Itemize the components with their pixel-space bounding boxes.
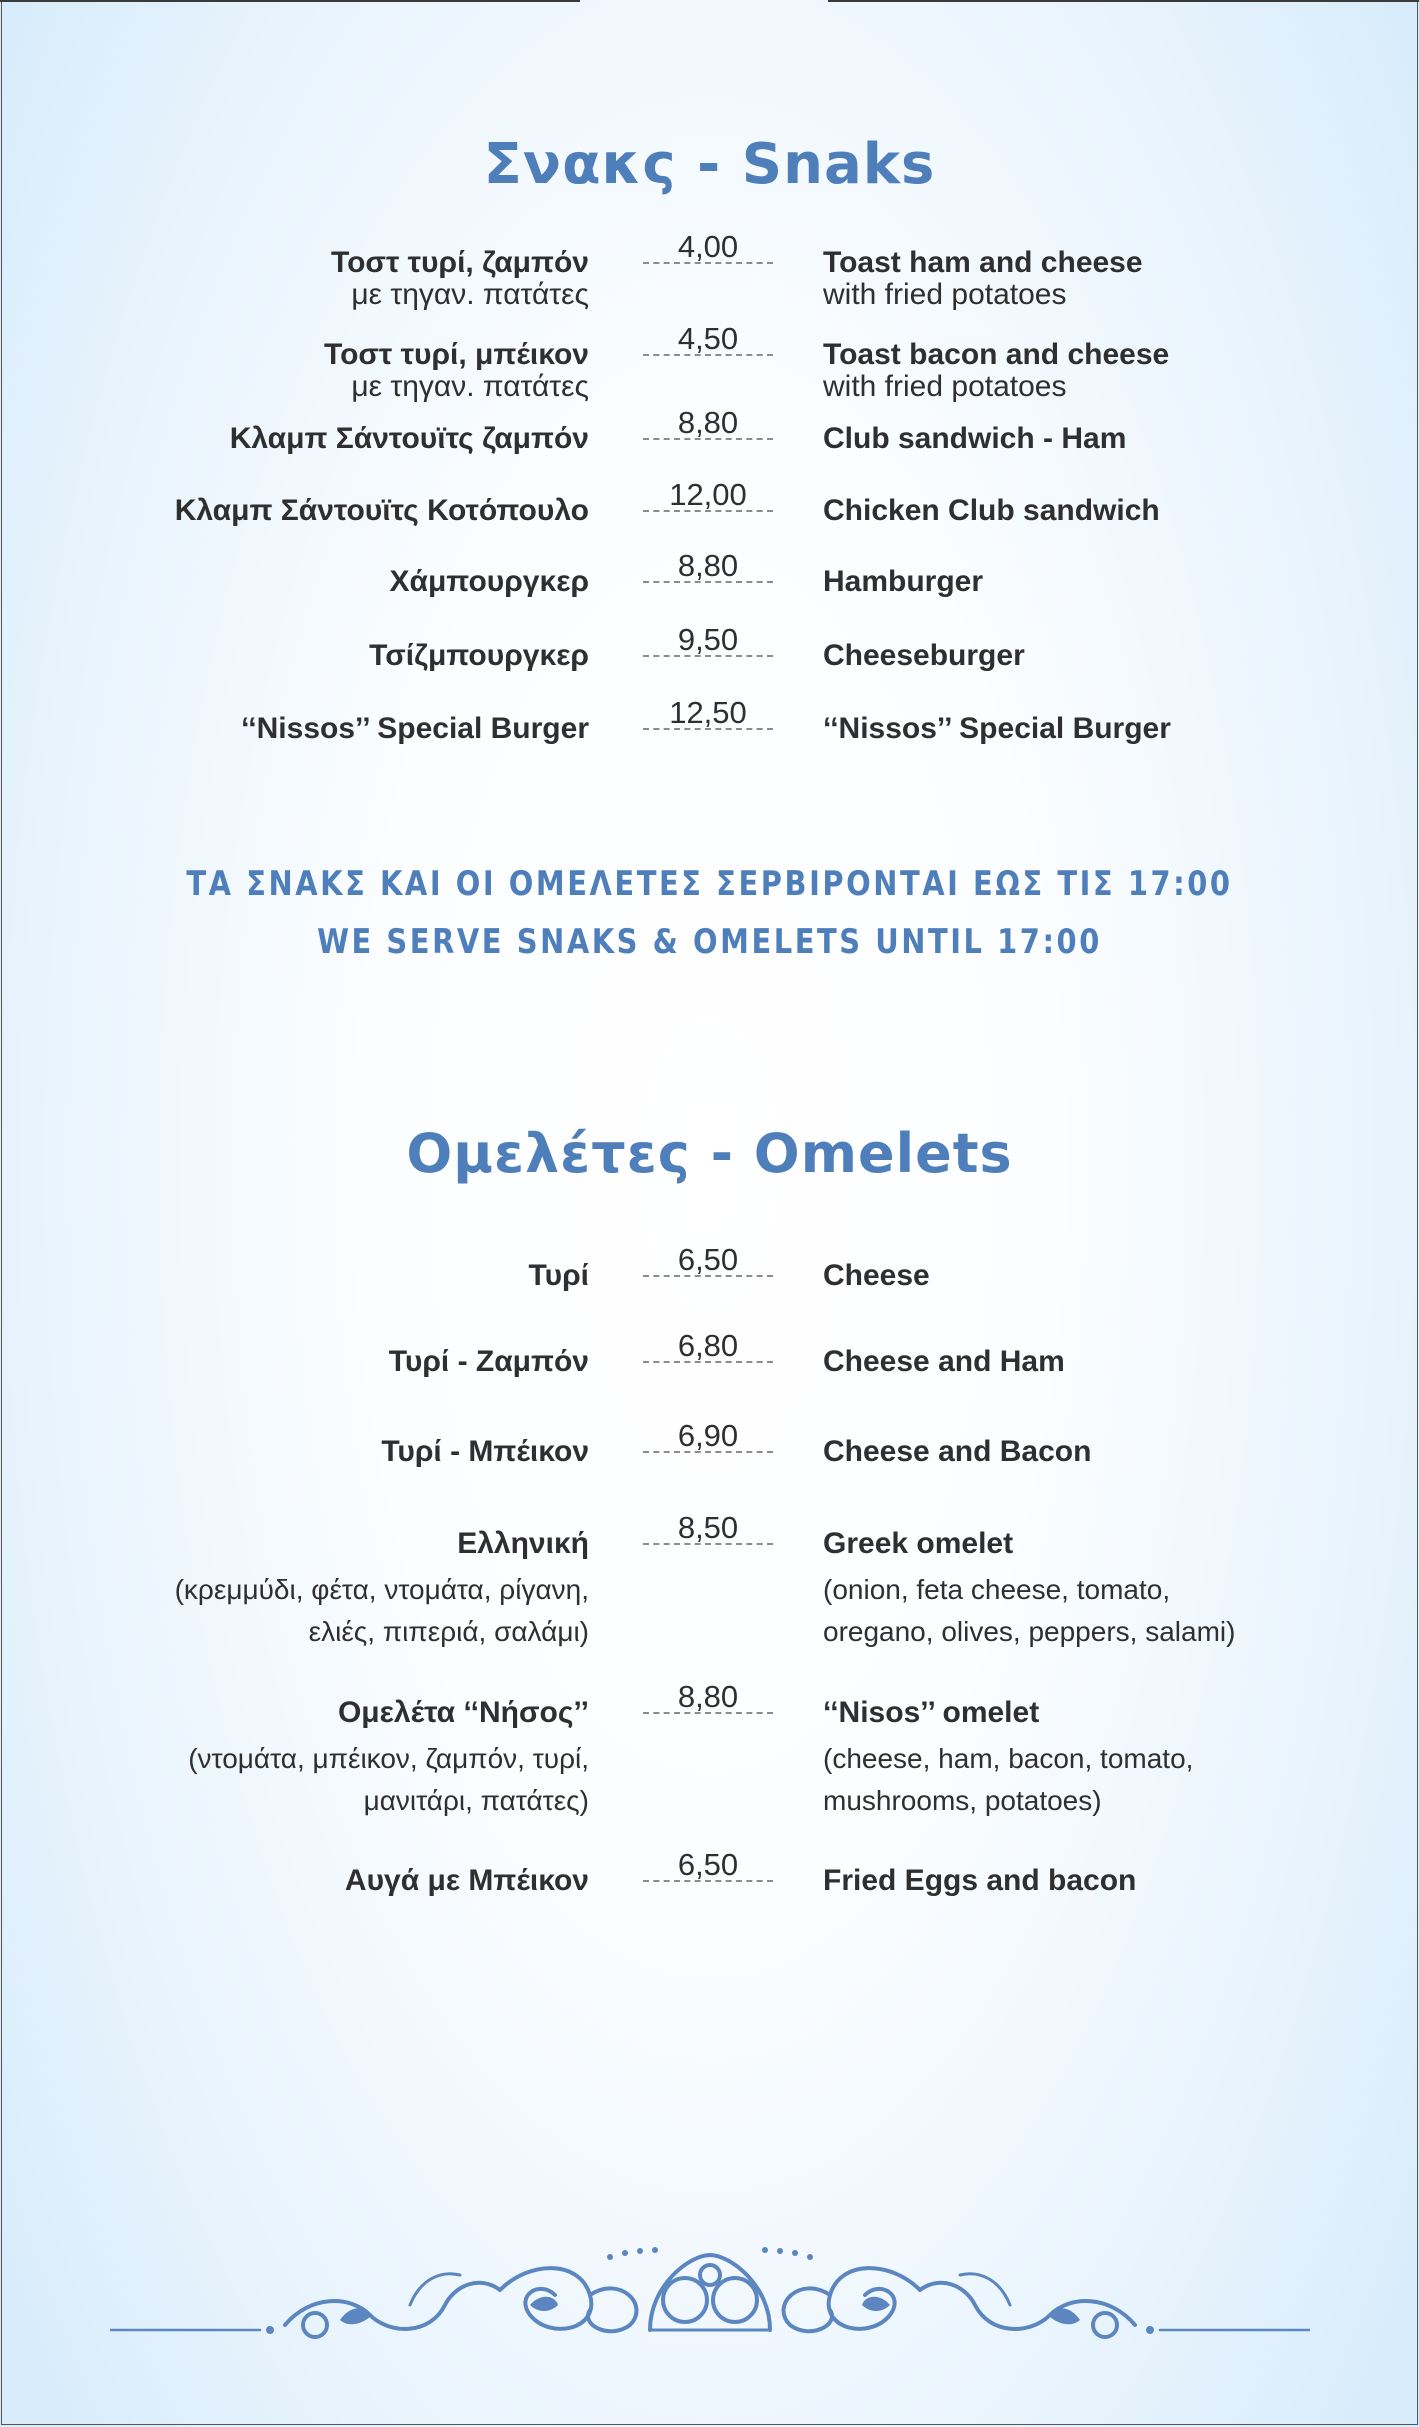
menu-item <box>0 405 1419 484</box>
description-line: μανιτάρι, πατάτες) <box>363 1785 589 1816</box>
price-leader <box>643 1543 773 1545</box>
item-name-english: Cheese <box>823 1259 930 1292</box>
menu-item <box>0 229 1419 311</box>
item-name-english: Hamburger <box>823 565 984 598</box>
item-price: 8,50 <box>677 1510 739 1545</box>
description-line: ελιές, πιπεριά, σαλάμι) <box>308 1616 589 1647</box>
item-description-greek <box>29 1569 589 1653</box>
menu-item <box>0 1847 1419 1926</box>
item-price: 4,50 <box>677 321 739 356</box>
item-description-english <box>823 1569 1383 1653</box>
item-name-english: ‘‘Nisos’’ omelet <box>823 1696 1040 1729</box>
item-name-english: Chicken Club sandwich <box>823 494 1160 527</box>
item-price: 8,80 <box>677 548 739 583</box>
item-name-greek: Τσίζμπουργκερ <box>369 639 589 672</box>
top-edge <box>0 0 1419 2</box>
menu-item <box>0 548 1419 627</box>
item-subtitle-greek: με τηγαν. πατάτες <box>351 278 589 311</box>
item-price: 12,50 <box>669 695 747 730</box>
item-price: 6,50 <box>677 1847 739 1882</box>
item-name-greek: Χάμπουργκερ <box>389 565 589 598</box>
description-line: mushrooms, potatoes) <box>823 1785 1102 1816</box>
flourish-ornament-icon <box>110 2245 1310 2345</box>
item-subtitle-english: with fried potatoes <box>823 370 1067 403</box>
item-price: 6,50 <box>677 1242 739 1277</box>
item-name-greek: Τοστ τυρί, ζαμπόν <box>331 246 589 279</box>
price-leader <box>643 581 773 583</box>
item-name-english: Cheese and Bacon <box>823 1435 1092 1468</box>
description-line: oregano, olives, peppers, salami) <box>823 1616 1236 1647</box>
item-name-greek: Τυρί <box>528 1259 589 1292</box>
serving-notice-english: WE SERVE SNAKS & OMELETS UNTIL 17:00 <box>317 922 1102 962</box>
item-name-greek: Τυρί - Ζαμπόν <box>388 1345 589 1378</box>
menu-item <box>0 622 1419 701</box>
price-leader <box>643 262 773 264</box>
menu-item <box>0 695 1419 774</box>
menu-item <box>0 321 1419 403</box>
serving-notice-greek: ΤΑ ΣΝΑΚΣ ΚΑΙ ΟΙ ΟΜΕΛΕΤΕΣ ΣΕΡΒΙΡΟΝΤΑΙ ΕΩΣ ΤΙΣ 17:00 <box>186 864 1233 904</box>
item-price: 6,90 <box>677 1418 739 1453</box>
price-leader <box>643 1275 773 1277</box>
price-leader <box>643 1451 773 1453</box>
description-line: (cheese, ham, bacon, tomato, <box>823 1743 1194 1774</box>
menu-item <box>0 1510 1419 1659</box>
item-price: 12,00 <box>669 477 747 512</box>
item-price: 6,80 <box>677 1328 739 1363</box>
item-subtitle-greek: με τηγαν. πατάτες <box>351 370 589 403</box>
description-line: (ντομάτα, μπέικον, ζαμπόν, τυρί, <box>188 1743 589 1774</box>
menu-item <box>0 1242 1419 1321</box>
menu-item <box>0 1679 1419 1828</box>
price-leader <box>643 655 773 657</box>
menu-item <box>0 1328 1419 1407</box>
item-name-english: Cheeseburger <box>823 639 1025 672</box>
price-leader <box>643 354 773 356</box>
price-leader <box>643 1361 773 1363</box>
item-name-greek: Ομελέτα ‘‘Νήσος’’ <box>337 1696 589 1729</box>
item-name-greek: Ελληνική <box>457 1527 589 1560</box>
item-price: 9,50 <box>677 622 739 657</box>
price-leader <box>643 1712 773 1714</box>
item-price: 8,80 <box>677 405 739 440</box>
item-subtitle-english: with fried potatoes <box>823 278 1067 311</box>
menu-item <box>0 477 1419 556</box>
item-name-english: Toast ham and cheese <box>823 246 1143 279</box>
item-name-greek: Τοστ τυρί, μπέικον <box>323 338 589 371</box>
item-price: 8,80 <box>677 1679 739 1714</box>
item-name-english: ‘‘Nissos’’ Special Burger <box>823 712 1171 745</box>
price-leader <box>643 510 773 512</box>
price-leader <box>643 438 773 440</box>
item-name-greek: Κλαμπ Σάντουϊτς ζαμπόν <box>229 422 589 455</box>
item-name-english: Toast bacon and cheese <box>823 338 1170 371</box>
item-name-greek: Αυγά με Μπέικον <box>344 1864 589 1897</box>
price-leader <box>643 728 773 730</box>
item-name-greek: ‘‘Nissos’’ Special Burger <box>241 712 589 745</box>
item-description-greek <box>29 1738 589 1822</box>
item-name-english: Fried Eggs and bacon <box>823 1864 1137 1897</box>
item-name-english: Cheese and Ham <box>823 1345 1065 1378</box>
item-name-greek: Κλαμπ Σάντουϊτς Κοτόπουλο <box>174 494 589 527</box>
menu-item <box>0 1418 1419 1497</box>
item-price: 4,00 <box>677 229 739 264</box>
omelets-heading: Ομελέτες - Omelets <box>406 1122 1013 1185</box>
item-name-greek: Τυρί - Μπέικον <box>381 1435 589 1468</box>
snacks-heading: Σνακς - Snaks <box>483 132 936 197</box>
description-line: (κρεμμύδι, φέτα, ντομάτα, ρίγανη, <box>174 1574 589 1605</box>
item-description-english <box>823 1738 1383 1822</box>
description-line: (onion, feta cheese, tomato, <box>823 1574 1171 1605</box>
price-leader <box>643 1880 773 1882</box>
item-name-english: Club sandwich - Ham <box>823 422 1127 455</box>
item-name-english: Greek omelet <box>823 1527 1014 1560</box>
